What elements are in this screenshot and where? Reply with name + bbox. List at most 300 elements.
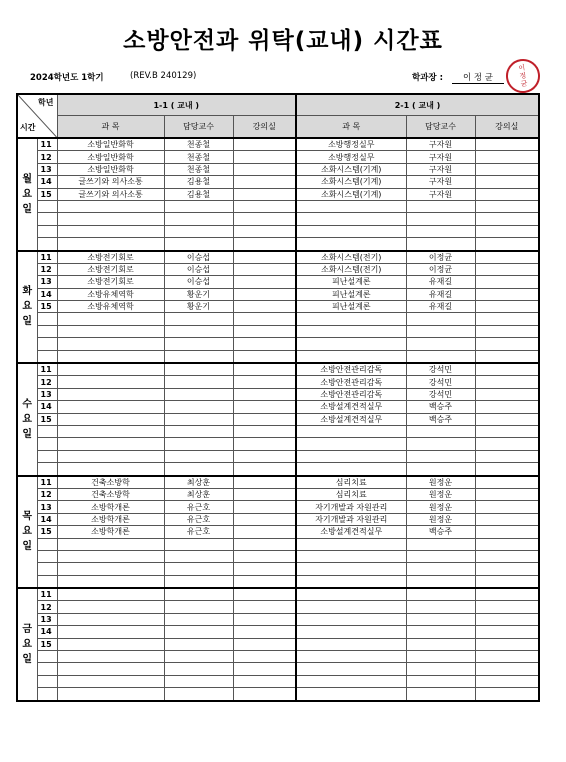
room-cell-1 [233, 575, 296, 588]
subject-cell-1 [57, 376, 164, 388]
room-cell-1 [233, 313, 296, 325]
period-cell: 12 [37, 263, 57, 275]
period-cell: 15 [37, 188, 57, 200]
professor-cell-2 [406, 450, 475, 462]
professor-cell-2 [406, 638, 475, 650]
subject-cell-1 [57, 338, 164, 350]
room-cell-2 [475, 176, 539, 188]
room-cell-2 [475, 350, 539, 363]
table-row [17, 151, 539, 163]
professor-cell-1 [164, 225, 233, 237]
subject-cell-1 [57, 313, 164, 325]
period-cell: 11 [37, 588, 57, 601]
room-cell-2 [475, 288, 539, 300]
table-row [17, 575, 539, 588]
subject-cell-2 [296, 563, 406, 575]
room-cell-2 [475, 313, 539, 325]
room-cell-1 [233, 526, 296, 538]
room-cell-2 [475, 488, 539, 500]
table-row [17, 213, 539, 225]
subject-cell-2 [296, 438, 406, 450]
room-cell-2 [475, 626, 539, 638]
table-row [17, 513, 539, 525]
room-cell-1 [233, 588, 296, 601]
room-cell-1 [233, 688, 296, 701]
table-row [17, 301, 539, 313]
room-cell-1 [233, 513, 296, 525]
period-cell: 11 [37, 251, 57, 264]
professor-cell-2 [406, 675, 475, 687]
room-cell-2 [475, 425, 539, 437]
column-header-subject-1: 과 목 [57, 116, 164, 139]
period-cell: 13 [37, 501, 57, 513]
professor-cell-1 [164, 651, 233, 663]
subject-cell-2 [296, 338, 406, 350]
subject-cell-2: 소화시스템(기계) [296, 188, 406, 200]
room-cell-2 [475, 675, 539, 687]
subject-cell-2: 피난설계론 [296, 288, 406, 300]
subject-cell-2: 소방행정실무 [296, 138, 406, 151]
subject-cell-2 [296, 325, 406, 337]
room-cell-1 [233, 463, 296, 476]
professor-cell-1: 이승섭 [164, 276, 233, 288]
room-cell-2 [475, 638, 539, 650]
subject-cell-1 [57, 450, 164, 462]
subject-cell-2: 소방행정실무 [296, 151, 406, 163]
period-cell: 12 [37, 601, 57, 613]
period-cell [37, 213, 57, 225]
subject-cell-2 [296, 538, 406, 550]
department-head-label: 학과장 : [412, 73, 443, 83]
room-cell-1 [233, 388, 296, 400]
professor-cell-1 [164, 613, 233, 625]
subject-cell-1 [57, 588, 164, 601]
professor-cell-1: 김용철 [164, 188, 233, 200]
column-header-professor-2: 담당교수 [406, 116, 475, 139]
room-cell-2 [475, 463, 539, 476]
corner-header [17, 94, 57, 138]
table-row [17, 463, 539, 476]
room-cell-1 [233, 501, 296, 513]
professor-cell-1 [164, 363, 233, 376]
table-row [17, 601, 539, 613]
period-cell [37, 450, 57, 462]
professor-cell-1: 황운기 [164, 301, 233, 313]
table-row [17, 588, 539, 601]
table-row [17, 200, 539, 212]
professor-cell-1 [164, 413, 233, 425]
professor-cell-1: 천종철 [164, 138, 233, 151]
subject-cell-1 [57, 550, 164, 562]
professor-cell-2: 구자원 [406, 176, 475, 188]
professor-cell-2 [406, 438, 475, 450]
room-cell-2 [475, 363, 539, 376]
professor-cell-2 [406, 613, 475, 625]
table-row [17, 313, 539, 325]
room-cell-2 [475, 663, 539, 675]
room-cell-2 [475, 263, 539, 275]
table-row [17, 188, 539, 200]
professor-cell-1 [164, 588, 233, 601]
table-row [17, 238, 539, 251]
professor-cell-2 [406, 338, 475, 350]
room-cell-1 [233, 538, 296, 550]
professor-cell-2 [406, 651, 475, 663]
table-row [17, 263, 539, 275]
subject-cell-1: 소방유체역학 [57, 288, 164, 300]
subject-cell-2 [296, 213, 406, 225]
subject-cell-1 [57, 675, 164, 687]
professor-cell-2: 구자원 [406, 163, 475, 175]
professor-cell-1: 이승섭 [164, 251, 233, 264]
table-row [17, 338, 539, 350]
professor-cell-2 [406, 425, 475, 437]
room-cell-2 [475, 200, 539, 212]
table-row [17, 376, 539, 388]
period-cell: 13 [37, 388, 57, 400]
subject-cell-1 [57, 613, 164, 625]
room-cell-1 [233, 151, 296, 163]
period-cell: 13 [37, 613, 57, 625]
room-cell-1 [233, 288, 296, 300]
table-row [17, 526, 539, 538]
professor-cell-1 [164, 575, 233, 588]
professor-cell-1 [164, 325, 233, 337]
professor-cell-2: 백승주 [406, 413, 475, 425]
subject-cell-1: 건축소방학 [57, 476, 164, 489]
room-cell-1 [233, 663, 296, 675]
professor-cell-1 [164, 550, 233, 562]
professor-cell-1 [164, 438, 233, 450]
professor-cell-1 [164, 450, 233, 462]
subject-cell-2 [296, 238, 406, 251]
day-label: 목요일 [17, 476, 37, 589]
column-header-room-2: 강의실 [475, 116, 539, 139]
subject-cell-1 [57, 325, 164, 337]
room-cell-1 [233, 601, 296, 613]
subject-cell-1: 소방전기회로 [57, 276, 164, 288]
room-cell-1 [233, 488, 296, 500]
subject-cell-2 [296, 200, 406, 212]
professor-cell-2 [406, 575, 475, 588]
subject-cell-1: 소방유체역학 [57, 301, 164, 313]
room-cell-1 [233, 138, 296, 151]
professor-cell-1 [164, 388, 233, 400]
table-row [17, 613, 539, 625]
professor-cell-1 [164, 688, 233, 701]
subject-cell-1: 소방학개론 [57, 513, 164, 525]
subject-cell-1 [57, 413, 164, 425]
subject-cell-1 [57, 438, 164, 450]
period-cell: 11 [37, 363, 57, 376]
professor-cell-2 [406, 213, 475, 225]
subject-cell-1 [57, 463, 164, 476]
period-cell: 15 [37, 526, 57, 538]
room-cell-1 [233, 338, 296, 350]
professor-cell-2 [406, 225, 475, 237]
room-cell-1 [233, 450, 296, 462]
room-cell-2 [475, 338, 539, 350]
subject-cell-1: 소방전기회로 [57, 251, 164, 264]
room-cell-1 [233, 550, 296, 562]
day-label: 수요일 [17, 363, 37, 476]
subject-cell-2 [296, 313, 406, 325]
room-cell-2 [475, 588, 539, 601]
professor-cell-2 [406, 538, 475, 550]
table-row [17, 425, 539, 437]
subject-cell-2 [296, 588, 406, 601]
professor-cell-2 [406, 601, 475, 613]
revision-label: (REV.B 240129) [130, 71, 197, 81]
subject-cell-2: 피난설계론 [296, 301, 406, 313]
table-row [17, 388, 539, 400]
period-cell [37, 313, 57, 325]
table-row [17, 651, 539, 663]
subject-cell-2 [296, 225, 406, 237]
professor-cell-1 [164, 638, 233, 650]
professor-cell-2: 강석민 [406, 388, 475, 400]
professor-cell-2 [406, 463, 475, 476]
department-head-name: 이 정 균 [452, 71, 504, 84]
table-row [17, 638, 539, 650]
table-row [17, 550, 539, 562]
period-cell: 14 [37, 401, 57, 413]
room-cell-1 [233, 163, 296, 175]
period-cell: 15 [37, 301, 57, 313]
professor-cell-2: 원정운 [406, 476, 475, 489]
professor-cell-2: 원정운 [406, 513, 475, 525]
professor-cell-2: 구자원 [406, 188, 475, 200]
period-cell [37, 200, 57, 212]
table-row [17, 626, 539, 638]
professor-cell-1: 유근호 [164, 501, 233, 513]
period-cell [37, 563, 57, 575]
subject-cell-1 [57, 388, 164, 400]
professor-cell-1: 황운기 [164, 288, 233, 300]
table-row [17, 413, 539, 425]
subject-cell-1 [57, 425, 164, 437]
professor-cell-1: 천종철 [164, 151, 233, 163]
professor-cell-1 [164, 563, 233, 575]
period-cell [37, 425, 57, 437]
subject-cell-2: 자기개발과 자원관리 [296, 513, 406, 525]
table-row [17, 288, 539, 300]
room-cell-1 [233, 401, 296, 413]
professor-cell-2: 유재길 [406, 276, 475, 288]
subject-cell-1 [57, 363, 164, 376]
subject-cell-1 [57, 538, 164, 550]
page-title: 소방안전과 위탁(교내) 시간표 [123, 28, 443, 54]
subject-cell-2 [296, 550, 406, 562]
professor-cell-2 [406, 588, 475, 601]
period-cell [37, 238, 57, 251]
room-cell-1 [233, 276, 296, 288]
professor-cell-1 [164, 425, 233, 437]
period-cell [37, 538, 57, 550]
professor-cell-2 [406, 325, 475, 337]
professor-cell-1 [164, 350, 233, 363]
table-row [17, 325, 539, 337]
subject-cell-1 [57, 225, 164, 237]
professor-cell-1 [164, 675, 233, 687]
subject-cell-2 [296, 638, 406, 650]
period-cell: 15 [37, 638, 57, 650]
period-cell [37, 688, 57, 701]
table-row [17, 363, 539, 376]
professor-cell-1 [164, 626, 233, 638]
room-cell-2 [475, 575, 539, 588]
professor-cell-1: 김용철 [164, 176, 233, 188]
subject-cell-2 [296, 575, 406, 588]
professor-cell-2: 이정균 [406, 263, 475, 275]
room-cell-2 [475, 450, 539, 462]
day-label: 화요일 [17, 251, 37, 364]
room-cell-1 [233, 350, 296, 363]
subject-cell-1 [57, 350, 164, 363]
subject-cell-1 [57, 688, 164, 701]
professor-cell-2: 유재길 [406, 288, 475, 300]
table-row [17, 688, 539, 701]
room-cell-2 [475, 238, 539, 251]
room-cell-2 [475, 325, 539, 337]
period-cell: 12 [37, 151, 57, 163]
professor-cell-2 [406, 550, 475, 562]
subject-cell-2: 소화시스템(전기) [296, 263, 406, 275]
period-cell [37, 338, 57, 350]
room-cell-2 [475, 563, 539, 575]
table-row [17, 276, 539, 288]
period-cell [37, 575, 57, 588]
period-cell [37, 651, 57, 663]
subject-cell-1 [57, 626, 164, 638]
subject-cell-2 [296, 688, 406, 701]
room-cell-1 [233, 563, 296, 575]
room-cell-2 [475, 413, 539, 425]
room-cell-2 [475, 538, 539, 550]
room-cell-2 [475, 613, 539, 625]
room-cell-1 [233, 476, 296, 489]
subject-cell-2 [296, 463, 406, 476]
subject-cell-1 [57, 563, 164, 575]
professor-cell-2: 강석민 [406, 376, 475, 388]
period-cell [37, 463, 57, 476]
room-cell-2 [475, 151, 539, 163]
room-cell-1 [233, 638, 296, 650]
professor-cell-2: 백승주 [406, 526, 475, 538]
subject-cell-1 [57, 663, 164, 675]
table-row [17, 225, 539, 237]
room-cell-1 [233, 651, 296, 663]
subject-cell-1: 건축소방학 [57, 488, 164, 500]
subject-cell-1 [57, 401, 164, 413]
subject-cell-1: 소방학개론 [57, 526, 164, 538]
subject-cell-1: 소방일반화학 [57, 151, 164, 163]
period-cell [37, 663, 57, 675]
professor-cell-1: 이승섭 [164, 263, 233, 275]
professor-cell-1 [164, 401, 233, 413]
room-cell-2 [475, 138, 539, 151]
period-cell: 13 [37, 163, 57, 175]
room-cell-1 [233, 425, 296, 437]
room-cell-1 [233, 238, 296, 251]
period-cell: 11 [37, 476, 57, 489]
column-header-room-1: 강의실 [233, 116, 296, 139]
subject-cell-2: 소방설계견적실무 [296, 413, 406, 425]
professor-cell-2: 유재길 [406, 301, 475, 313]
professor-cell-2: 강석민 [406, 363, 475, 376]
professor-cell-2 [406, 200, 475, 212]
professor-cell-2 [406, 313, 475, 325]
room-cell-1 [233, 251, 296, 264]
room-cell-1 [233, 263, 296, 275]
subject-cell-2 [296, 675, 406, 687]
room-cell-2 [475, 501, 539, 513]
period-cell [37, 675, 57, 687]
subject-cell-1 [57, 651, 164, 663]
room-cell-1 [233, 301, 296, 313]
time-label: 시간 [20, 123, 36, 132]
subject-cell-2 [296, 663, 406, 675]
professor-cell-1 [164, 313, 233, 325]
room-cell-1 [233, 176, 296, 188]
room-cell-1 [233, 325, 296, 337]
professor-cell-2 [406, 238, 475, 251]
subject-cell-1: 소방학개론 [57, 501, 164, 513]
academic-term: 2024학년도 1학기 [30, 73, 104, 83]
room-cell-1 [233, 200, 296, 212]
period-cell: 12 [37, 488, 57, 500]
subject-cell-1 [57, 200, 164, 212]
room-cell-2 [475, 301, 539, 313]
professor-cell-1: 최상훈 [164, 488, 233, 500]
subject-cell-2: 소방설계견적실무 [296, 526, 406, 538]
professor-cell-1 [164, 213, 233, 225]
professor-cell-1 [164, 238, 233, 251]
day-label: 금요일 [17, 588, 37, 701]
subject-cell-1: 글쓰기와 의사소통 [57, 188, 164, 200]
room-cell-2 [475, 476, 539, 489]
room-cell-2 [475, 225, 539, 237]
room-cell-2 [475, 513, 539, 525]
room-cell-2 [475, 651, 539, 663]
table-row [17, 476, 539, 489]
period-cell [37, 438, 57, 450]
table-row [17, 163, 539, 175]
subject-cell-2 [296, 626, 406, 638]
group-header-2: 2-1 ( 교내 ) [296, 94, 539, 116]
table-row [17, 251, 539, 264]
period-cell: 14 [37, 288, 57, 300]
professor-cell-2: 이정균 [406, 251, 475, 264]
room-cell-1 [233, 413, 296, 425]
period-cell: 14 [37, 513, 57, 525]
subject-cell-2 [296, 425, 406, 437]
professor-cell-1 [164, 463, 233, 476]
period-cell [37, 350, 57, 363]
room-cell-2 [475, 401, 539, 413]
subject-cell-1 [57, 575, 164, 588]
room-cell-1 [233, 613, 296, 625]
subject-cell-2 [296, 651, 406, 663]
professor-cell-2: 원정운 [406, 488, 475, 500]
professor-cell-2: 원정운 [406, 501, 475, 513]
subject-cell-2: 소방설계견적실무 [296, 401, 406, 413]
period-cell [37, 325, 57, 337]
timetable [16, 93, 540, 702]
room-cell-1 [233, 225, 296, 237]
subject-cell-2: 피난설계론 [296, 276, 406, 288]
table-row [17, 538, 539, 550]
